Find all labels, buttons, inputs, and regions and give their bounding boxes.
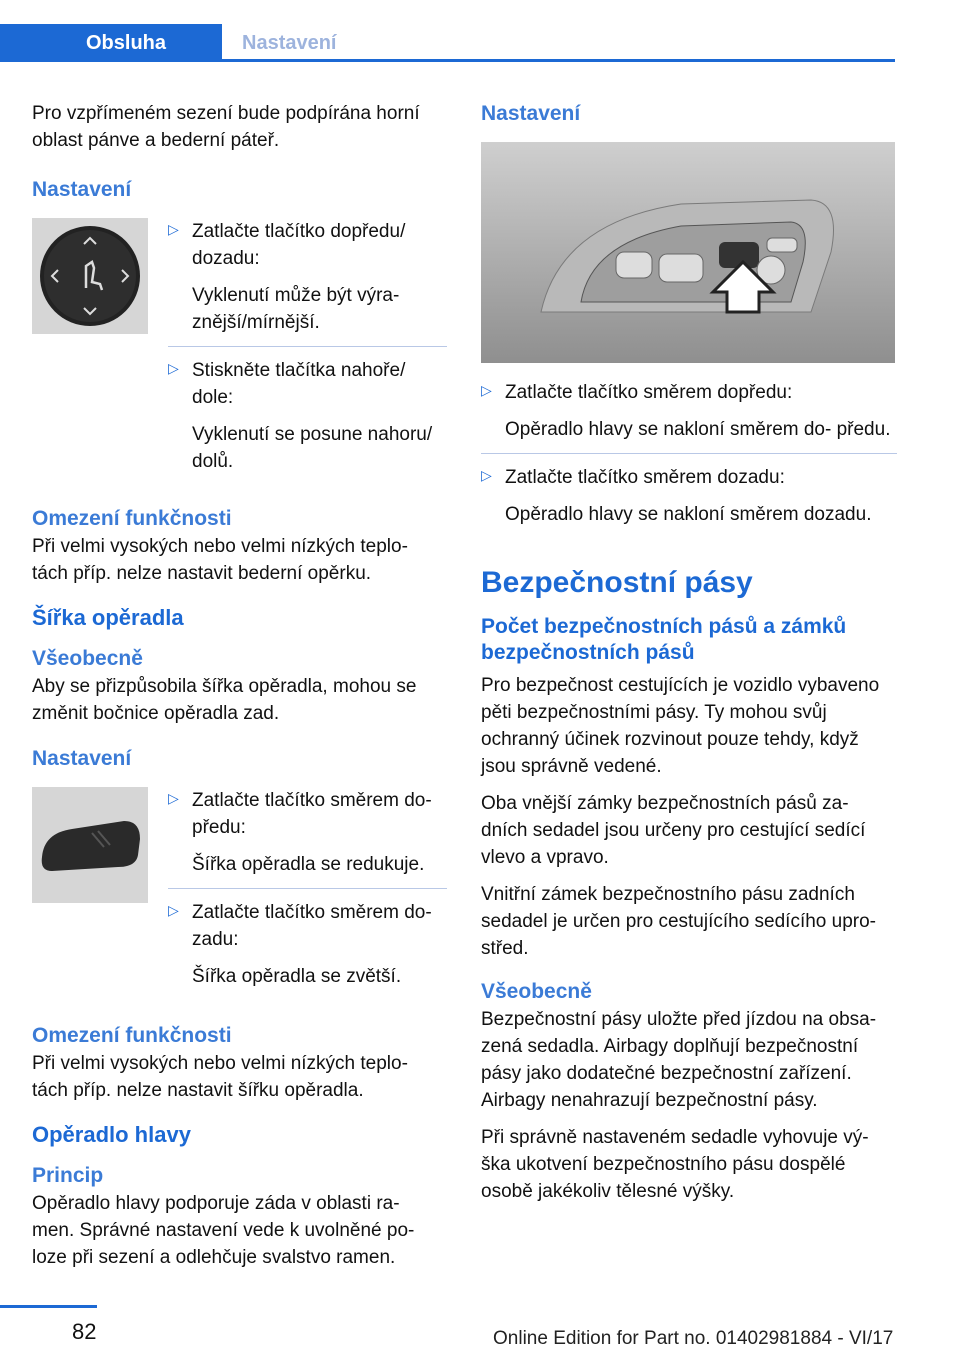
lumbar-step2-detail: Vyklenutí se posune nahoru/ dolů. — [192, 424, 433, 472]
width-step-1 — [168, 787, 447, 878]
header-rule — [0, 59, 895, 62]
intro-paragraph: Pro vzpřímeném sezení bude podpírána horní oblast pánve a bederní páteř. — [32, 103, 420, 151]
belts-general-heading: Všeobecně — [481, 980, 592, 1003]
lumbar-step-1 — [168, 218, 447, 336]
limit2-text: Při velmi vysokých nebo velmi nízkých teplo- tách příp. nelze nastavit šířku opěradla. — [32, 1053, 408, 1101]
width-setting-heading: Nastavení — [32, 747, 132, 770]
belt-count-p2: Oba vnější zámky bezpečnostních pásů za- dních sedadel jsou určeny pro cestující sedící vlevo a vpravo. — [481, 793, 866, 868]
seat-switch-panel-icon — [481, 142, 895, 363]
tab-nastaveni[interactable]: Nastavení — [242, 32, 337, 54]
width-step1-detail: Šířka opěradla se redukuje. — [192, 854, 425, 875]
width-step1-title: Zatlačte tlačítko směrem do- předu: — [192, 790, 432, 838]
width-step2-title: Zatlačte tlačítko směrem do- zadu: — [192, 902, 432, 950]
seat-controls-photo — [481, 142, 895, 363]
lumbar-step-2 — [168, 357, 447, 475]
belts-general-p2: Při správně nastaveném sedadle vyhovuje vý- ška ukotvení bezpečnostního pásu dospělé osobě jakékoliv tělesné výšky. — [481, 1127, 869, 1202]
belt-count-heading: Počet bezpečnostních pásů a zámků bezpečnostních pásů — [481, 615, 847, 664]
lumbar-control-image — [32, 218, 148, 334]
tab-obsluha[interactable]: Obsluha — [0, 24, 222, 62]
headrest-setting-heading: Nastavení — [481, 102, 581, 125]
lumbar-setting-heading: Nastavení — [32, 178, 132, 201]
triangle-bullet-icon: ▷ — [168, 790, 179, 806]
triangle-bullet-icon: ▷ — [481, 382, 492, 398]
headrest-step2-title: Zatlačte tlačítko směrem dozadu: — [505, 467, 785, 488]
limit1-heading: Omezení funkčnosti — [32, 507, 232, 530]
header-tabbar — [0, 24, 895, 62]
left-column — [32, 100, 447, 1281]
width-steps — [32, 787, 447, 1000]
right-column — [481, 100, 897, 1215]
triangle-bullet-icon: ▷ — [168, 902, 179, 918]
backrest-general-text: Aby se přizpůsobila šířka opěradla, mohou se změnit bočnice opěradla zad. — [32, 676, 417, 724]
headrest-step-1 — [481, 379, 897, 443]
headrest-heading: Opěradlo hlavy — [32, 1122, 191, 1147]
headrest-step1-title: Zatlačte tlačítko směrem dopředu: — [505, 382, 793, 403]
backrest-general-heading: Všeobecně — [32, 647, 143, 670]
belts-general-p1: Bezpečnostní pásy uložte před jízdou na obsa- zená sedadla. Airbagy doplňují bezpečnostní pásy jako dodatečné bezpečnostní zařízení. Airbagy nenahrazují bezpečnostní pásy. — [481, 1009, 877, 1111]
width-button-icon — [32, 787, 148, 903]
triangle-bullet-icon: ▷ — [168, 360, 179, 376]
belt-count-p1: Pro bezpečnost cestujících je vozidlo vybaveno pěti bezpečnostními pásy. Ty mohou svůj ochranný účinek rozvinout pouze tehdy, když jsou správně vedené. — [481, 675, 880, 777]
limit2-heading: Omezení funkčnosti — [32, 1024, 232, 1047]
belt-count-p3: Vnitřní zámek bezpečnostního pásu zadních sedadel je určen pro cestujícího sedícího upro- střed. — [481, 884, 877, 959]
width-step2-detail: Šířka opěradla se zvětší. — [192, 966, 402, 987]
triangle-bullet-icon: ▷ — [481, 467, 492, 483]
headrest-step2-detail: Opěradlo hlavy se nakloní směrem dozadu. — [505, 504, 872, 525]
width-control-image — [32, 787, 148, 903]
headrest-step1-detail: Opěradlo hlavy se nakloní směrem do- předu. — [505, 419, 891, 440]
backrest-width-heading: Šířka opěradla — [32, 605, 184, 630]
edition-text: Online Edition for Part no. 01402981884 - VI/17 — [493, 1328, 894, 1349]
lumbar-step2-title: Stiskněte tlačítka nahoře/ dole: — [192, 360, 406, 408]
step-divider — [168, 346, 447, 347]
lumbar-steps — [32, 218, 447, 485]
step-divider — [168, 888, 447, 889]
seat-belts-heading: Bezpečnostní pásy — [481, 566, 753, 599]
lumbar-step1-detail: Vyklenutí může být výra- znější/mírnější. — [192, 285, 400, 333]
lumbar-joystick-icon — [32, 218, 148, 334]
triangle-bullet-icon: ▷ — [168, 221, 179, 237]
page-number: 82 — [72, 1319, 97, 1344]
step-divider — [481, 453, 897, 454]
principle-text: Opěradlo hlavy podporuje záda v oblasti ra- men. Správné nastavení vede k uvolněné po- loze při sezení a odlehčuje svalstvo ramen. — [32, 1193, 415, 1268]
principle-heading: Princip — [32, 1164, 104, 1187]
headrest-step-2 — [481, 464, 897, 528]
footer-rule — [0, 1305, 97, 1308]
width-step-2 — [168, 899, 447, 990]
lumbar-step1-title: Zatlačte tlačítko dopředu/ dozadu: — [192, 221, 406, 269]
limit1-text: Při velmi vysokých nebo velmi nízkých teplo- tách příp. nelze nastavit bederní opěrku. — [32, 536, 408, 584]
